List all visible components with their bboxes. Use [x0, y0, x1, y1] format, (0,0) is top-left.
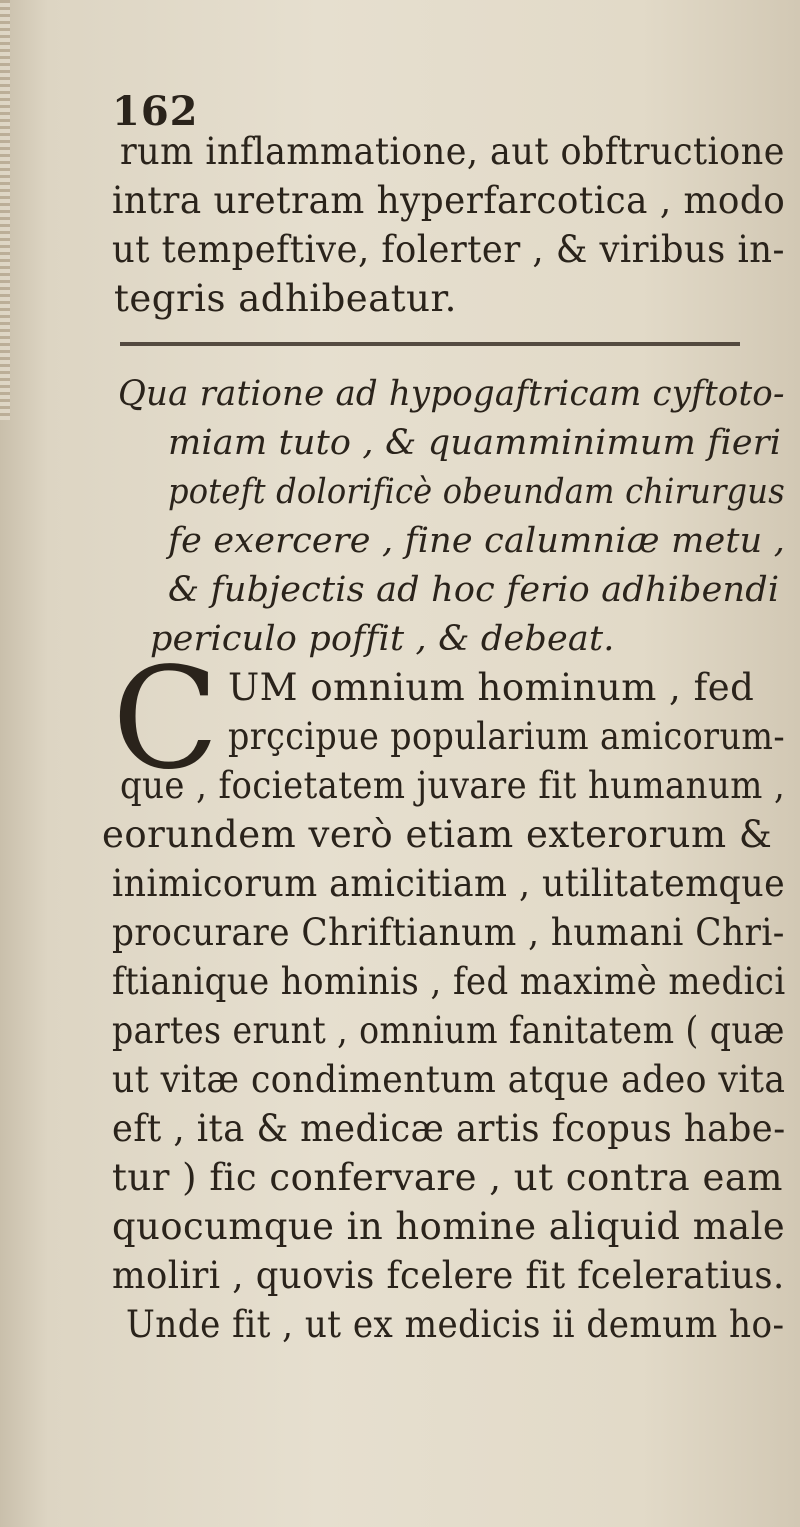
heading-line: & fubjectis ad hoc ferio adhibendi: [168, 570, 780, 610]
text-line: rum inflammatione, aut obftructione: [120, 130, 785, 173]
text-line: Unde fit , ut ex medicis ii demum ho-: [126, 1303, 785, 1346]
text-line: inimicorum amicitiam , utilitatemque: [112, 862, 786, 905]
section-divider: [120, 342, 740, 346]
heading-line: fe exercere , fine calumniæ metu ,: [168, 521, 786, 561]
text-line: quocumque in homine aliquid male: [112, 1205, 786, 1248]
text-line: partes erunt , omnium fanitatem ( quæ: [112, 1009, 785, 1052]
text-line: prçcipue popularium amicorum-: [228, 715, 786, 758]
text-line: UM omnium hominum , fed: [228, 666, 755, 709]
text-line: ut vitæ condimentum atque adeo vita: [112, 1058, 786, 1101]
text-line: intra uretram hyperfarcotica , modo: [112, 179, 786, 222]
heading-line: miam tuto , & quamminimum fieri: [168, 423, 782, 463]
heading-line: Qua ratione ad hypogaftricam cyftoto-: [118, 374, 785, 414]
text-line: tegris adhibeatur.: [114, 277, 457, 320]
text-line: eorundem verò etiam exterorum &: [102, 813, 773, 856]
text-line: que , focietatem juvare fit humanum ,: [120, 764, 786, 807]
text-line: eft , ita & medicæ artis fcopus habe-: [112, 1107, 786, 1150]
page-number: 162: [112, 88, 199, 135]
text-line: procurare Chriftianum , humani Chri-: [112, 911, 785, 954]
drop-cap: C: [112, 638, 220, 801]
heading-line: periculo poffit , & debeat.: [150, 619, 615, 659]
heading-line: poteft dolorificè obeundam chirurgus: [168, 472, 785, 512]
text-line: ut tempeftive, folerter , & viribus in-: [112, 228, 785, 271]
text-line: ftianique hominis , fed maximè medici: [112, 960, 786, 1003]
text-line: tur ) fic confervare , ut contra eam: [112, 1156, 783, 1199]
page-edge: [0, 0, 10, 420]
text-line: moliri , quovis fcelere fit fceleratius.: [112, 1254, 785, 1297]
